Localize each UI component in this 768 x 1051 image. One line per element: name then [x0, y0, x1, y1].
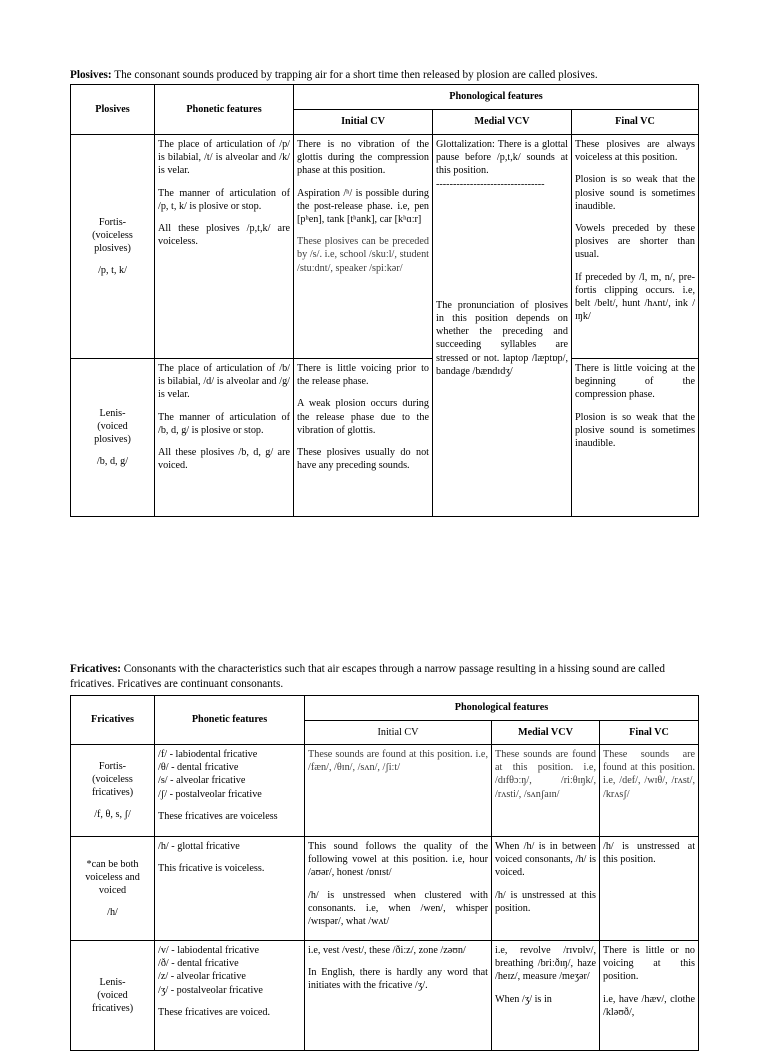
plosives-table: [70, 84, 699, 517]
fricatives-intro-label: Fricatives:: [70, 663, 121, 675]
row-symbols: /h/: [107, 907, 118, 919]
fortis-plosives-cell: [71, 135, 155, 359]
row-label-line: fricatives): [91, 787, 134, 798]
fricatives-table: [70, 695, 699, 1051]
row-label-line: plosives): [94, 434, 131, 445]
lenis-phonetic-cell: [155, 359, 294, 517]
h-phonetic-cell: [155, 837, 305, 941]
cell-paragraph: Aspiration /ʰ/ is possible during the post-release phase. i.e, pen [pʰen], tank [tʰank], car [kʰɑːr]: [297, 187, 429, 226]
h-fricative-cell: [71, 837, 155, 941]
medial-vcv-header: Medial VCV: [492, 721, 600, 745]
table-row: [71, 359, 699, 517]
cell-paragraph: Vowels preceded by these plosives are shorter than usual.: [575, 223, 696, 261]
cell-paragraph: The manner of articulation of /p, t, k/ is plosive or stop.: [158, 187, 290, 212]
fortis-phonetic-cell: [155, 135, 294, 359]
cell-paragraph: The place of articulation of /b/ is bilabial, /d/ is alveolar and /g/ is velar.: [158, 363, 290, 401]
row-symbols: /p, t, k/: [98, 265, 127, 277]
row-label-line: Lenis-: [99, 976, 126, 988]
lenis-fricatives-phonetic-cell: [155, 941, 305, 1051]
cell-paragraph: These plosives are always voiceless at this position.: [575, 139, 696, 164]
table-row: [71, 745, 699, 837]
h-initial-cell: [305, 837, 492, 941]
cell-paragraph: Glottalization: There is a glottal pause before /p,t,k/ sounds at this position.: [436, 139, 568, 177]
row-label-line: Fortis-: [98, 760, 127, 772]
cell-paragraph: There is little or no voicing at this position.: [603, 945, 696, 983]
row-symbols: /b, d, g/: [96, 456, 129, 468]
final-vc-header: Final VC: [572, 110, 699, 135]
row-label-line: voiced: [98, 885, 127, 896]
fortis-fricatives-initial-cell: [305, 745, 492, 837]
cell-paragraph: There is little voicing at the beginning of the compression phase.: [575, 363, 696, 401]
lenis-fricatives-cell: [71, 941, 155, 1051]
cell-paragraph: i.e, vest /vest/, these /ðiːz/, zone /zəʊn/: [308, 945, 466, 956]
cell-line: /θ/ - dental fricative: [158, 762, 239, 774]
table-row: [71, 837, 699, 941]
fortis-fricatives-final-cell: [600, 745, 699, 837]
row-label-line: (voiced: [97, 420, 128, 432]
fortis-fricatives-medial-cell: [492, 745, 600, 837]
cell-line: /z/ - alveolar fricative: [158, 971, 246, 983]
row-label-line: fricatives): [91, 1003, 134, 1015]
phonological-features-header: Phonological features: [305, 696, 699, 721]
cell-line: This fricative is voiceless.: [158, 863, 265, 875]
cell-paragraph: When /h/ is in between voiced consonants, /h/ is voiced.: [495, 841, 596, 879]
row-label-line: (voiceless: [92, 229, 133, 241]
cell-paragraph: Plosion is so weak that the plosive sound is sometimes inaudible.: [575, 174, 696, 212]
cell-paragraph: The pronunciation of plosives in this position depends on whether the preceding and succeeding syllables are stressed or not. laptop /læptɒp/, bandage /bændɪdʒ/: [436, 299, 568, 377]
cell-line: These fricatives are voiced.: [158, 1006, 271, 1018]
cell-paragraph: A weak plosion occurs during the release phase due to the vibration of glottis.: [297, 398, 429, 436]
fortis-final-cell: [572, 135, 699, 359]
lenis-fricatives-final-cell: [600, 941, 699, 1051]
cell-line: /f/ - labiodental fricative: [158, 749, 258, 760]
fricatives-col-header: Fricatives: [71, 696, 155, 745]
cell-paragraph: i.e, have /hæv/, clothe /kləʊð/,: [603, 993, 696, 1018]
cell-paragraph: There is little voicing prior to the release phase.: [297, 363, 429, 388]
lenis-initial-cell: [294, 359, 433, 517]
row-label-line: Fortis-: [98, 216, 127, 228]
cell-paragraph: These plosives usually do not have any preceding sounds.: [297, 447, 429, 472]
fortis-fricatives-cell: [71, 745, 155, 837]
cell-paragraph: /h/ is unstressed at this position.: [603, 841, 696, 866]
initial-cv-header: Initial CV: [294, 110, 433, 135]
fortis-initial-cell: [294, 135, 433, 359]
fricatives-intro-text: Consonants with the characteristics such that air escapes through a narrow passage resulting in a hissing sound are called fricatives. Fricatives are continuant consonants.: [70, 663, 665, 690]
cell-paragraph: There is no vibration of the glottis during the compression phase at this position.: [297, 139, 429, 177]
phonetic-features-header: Phonetic features: [155, 85, 294, 135]
row-symbols: /f, θ, s, ʃ/: [94, 809, 131, 821]
cell-paragraph: All these plosives /p,t,k/ are voiceless.: [158, 223, 290, 248]
cell-paragraph: If preceded by /l, m, n/, pre-fortis clipping occurs. i.e, belt /belt/, hunt /hʌnt/, ink /ɪŋk/: [575, 271, 696, 323]
lenis-fricatives-medial-cell: [492, 941, 600, 1051]
cell-paragraph: These sounds are found at this position. i.e, /fæn/, /θɪn/, /sʌn/, /ʃiːt/: [308, 749, 488, 774]
cell-line: These fricatives are voiceless: [158, 810, 278, 822]
cell-paragraph: These sounds are found at this position. i.e, /dɪfθɔːŋ/, /riːθɪŋk/, /rʌsti/, /sʌnʃaɪn/: [495, 749, 596, 800]
h-final-cell: [600, 837, 699, 941]
cell-paragraph: In English, there is hardly any word that initiates with the fricative /ʒ/.: [308, 967, 488, 992]
phonological-features-header: Phonological features: [294, 85, 699, 110]
table-row: [71, 135, 699, 359]
cell-line: /ʃ/ - postalveolar fricative: [158, 788, 262, 800]
cell-paragraph: /h/ is unstressed at this position.: [495, 889, 596, 914]
row-label-line: *can be both: [86, 858, 139, 870]
cell-line: /h/ - glottal fricative: [158, 841, 240, 852]
plosives-intro-label: Plosives:: [70, 69, 112, 81]
cell-paragraph: i.e, revolve /rɪvɒlv/, breathing /briːðɪŋ/, haze /heɪz/, measure /meʒər/: [495, 945, 596, 983]
final-vc-header: Final VC: [600, 721, 699, 745]
cell-line: /s/ - alveolar fricative: [158, 775, 246, 787]
row-label-line: plosives): [94, 243, 131, 254]
table-row: [71, 941, 699, 1051]
lenis-plosives-cell: [71, 359, 155, 517]
lenis-final-cell: [572, 359, 699, 517]
row-label-line: (voiced: [97, 989, 128, 1001]
cell-paragraph: These sounds are found at this position. i.e, /def/, /wɪθ/, /rʌst/, /krʌsʃ/: [603, 749, 696, 800]
medial-shared-cell: [433, 135, 572, 517]
plosives-intro: [70, 68, 702, 83]
row-label-line: Lenis-: [99, 407, 126, 419]
dashed-divider: --------------------------------: [436, 178, 545, 190]
cell-paragraph: /h/ is unstressed when clustered with consonants. i.e, when /wen/, whisper /wɪspər/, what /wʌt/: [308, 889, 488, 928]
plosives-col-header: Plosives: [71, 85, 155, 135]
cell-paragraph: This sound follows the quality of the following vowel at this position. i.e, hour /aʊər/, honest /ɒnɪst/: [308, 841, 488, 879]
h-medial-cell: [492, 837, 600, 941]
row-label-line: (voiceless: [92, 773, 133, 785]
cell-line: /ʒ/ - postalveolar fricative: [158, 984, 263, 996]
cell-paragraph: All these plosives /b, d, g/ are voiced.: [158, 447, 290, 472]
plosives-intro-text: The consonant sounds produced by trapping air for a short time then released by plosion are called plosives.: [111, 69, 598, 81]
cell-paragraph: The place of articulation of /p/ is bilabial, /t/ is alveolar and /k/ is velar.: [158, 139, 290, 177]
fortis-fricatives-phonetic-cell: [155, 745, 305, 837]
cell-paragraph: When /ʒ/ is in: [495, 993, 552, 1005]
cell-paragraph: These plosives can be preceded by /s/. i.e, school /skuːl/, student /stuːdnt/, speaker /spiːkər/: [297, 236, 429, 274]
fricatives-intro: [70, 662, 702, 692]
medial-vcv-header: Medial VCV: [433, 110, 572, 135]
phonetic-features-header: Phonetic features: [155, 696, 305, 745]
row-label-line: voiceless and: [85, 871, 140, 883]
cell-paragraph: Plosion is so weak that the plosive sound is sometimes inaudible.: [575, 411, 696, 450]
lenis-fricatives-initial-cell: [305, 941, 492, 1051]
initial-cv-header: Initial CV: [305, 721, 492, 745]
cell-line: /ð/ - dental fricative: [158, 958, 239, 970]
cell-paragraph: The manner of articulation of /b, d, g/ is plosive or stop.: [158, 411, 290, 436]
cell-line: /v/ - labiodental fricative: [158, 945, 259, 956]
